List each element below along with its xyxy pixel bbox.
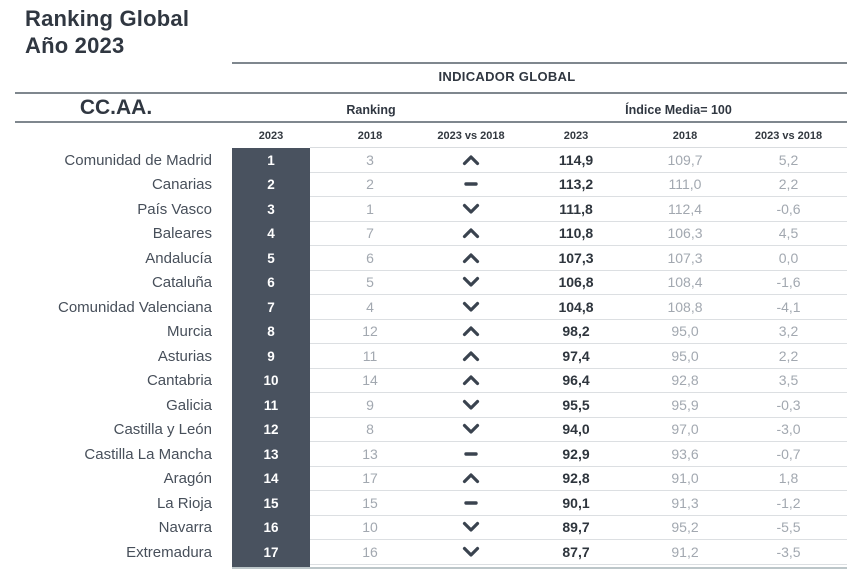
index-diff-cell: -0,7 <box>730 442 847 467</box>
table-row <box>0 442 847 467</box>
chevron-down-icon <box>461 422 481 436</box>
column-header-spacer <box>0 126 232 146</box>
table-row <box>0 369 847 394</box>
region-name: Comunidad de Madrid <box>64 151 212 169</box>
chevron-down-icon <box>461 300 481 314</box>
table-row <box>0 295 847 320</box>
column-header-rank-vs: 2023 vs 2018 <box>437 130 505 142</box>
chevron-up-icon <box>461 373 481 387</box>
index-2023-cell: 104,8 <box>512 295 640 320</box>
rank-trend-cell <box>430 516 512 541</box>
rank-2018-cell: 14 <box>310 369 430 394</box>
ranking-section-header: Ranking <box>346 103 396 117</box>
index-2023-cell: 113,2 <box>512 173 640 198</box>
column-header-rank-2018: 2018 <box>357 130 383 142</box>
rank-2023-cell: 15 <box>263 495 279 511</box>
rank-trend-cell <box>430 197 512 222</box>
rank-trend-cell <box>430 320 512 345</box>
index-2023-cell: 111,8 <box>512 197 640 222</box>
index-2023-cell: 107,3 <box>512 246 640 271</box>
index-2018-cell: 97,0 <box>640 418 730 443</box>
chevron-up-icon <box>461 324 481 338</box>
rank-2023-cell: 4 <box>267 226 275 242</box>
rank-2018-cell: 12 <box>310 320 430 345</box>
index-2023-cell: 95,5 <box>512 393 640 418</box>
rank-trend-cell <box>430 246 512 271</box>
rank-trend-cell <box>430 393 512 418</box>
index-2018-cell: 108,4 <box>640 271 730 296</box>
index-2018-cell: 109,7 <box>640 148 730 173</box>
table-row <box>0 148 847 173</box>
rank-2018-cell: 6 <box>310 246 430 271</box>
indicador-top-rule <box>232 62 847 64</box>
index-2018-cell: 106,3 <box>640 222 730 247</box>
index-2018-cell: 112,4 <box>640 197 730 222</box>
index-2018-cell: 111,0 <box>640 173 730 198</box>
table-row <box>0 222 847 247</box>
column-header-index-2023: 2023 <box>563 130 589 142</box>
index-diff-cell: -0,6 <box>730 197 847 222</box>
region-name: Galicia <box>166 396 212 414</box>
index-diff-cell: 1,8 <box>730 467 847 492</box>
index-2023-cell: 106,8 <box>512 271 640 296</box>
rank-2018-cell: 15 <box>310 491 430 516</box>
rank-trend-cell <box>430 467 512 492</box>
rank-trend-cell <box>430 491 512 516</box>
index-diff-cell: -1,2 <box>730 491 847 516</box>
index-2023-cell: 96,4 <box>512 369 640 394</box>
table-body <box>0 148 847 565</box>
rank-2023-cell: 11 <box>263 397 279 413</box>
region-name: Cataluña <box>151 274 212 292</box>
index-2018-cell: 91,2 <box>640 540 730 565</box>
index-2018-cell: 107,3 <box>640 246 730 271</box>
indice-section-header: Índice Media= 100 <box>625 103 732 117</box>
table-row <box>0 173 847 198</box>
rank-2018-cell: 9 <box>310 393 430 418</box>
index-2023-cell: 114,9 <box>512 148 640 173</box>
chevron-up-icon <box>461 153 481 167</box>
region-name: País Vasco <box>137 200 212 218</box>
table-bottom-rule <box>232 567 847 569</box>
table-row <box>0 344 847 369</box>
ccaa-header: CC.AA. <box>79 96 153 119</box>
rank-2018-cell: 5 <box>310 271 430 296</box>
page-title-line1: Ranking Global <box>25 6 190 31</box>
index-2023-cell: 97,4 <box>512 344 640 369</box>
index-2018-cell: 93,6 <box>640 442 730 467</box>
index-2023-cell: 90,1 <box>512 491 640 516</box>
rank-2023-cell: 2 <box>267 177 275 193</box>
table-row <box>0 320 847 345</box>
table-row <box>0 271 847 296</box>
index-2023-cell: 110,8 <box>512 222 640 247</box>
rank-2023-cell: 17 <box>263 545 279 560</box>
rank-2023-cell: 8 <box>267 324 275 340</box>
index-diff-cell: 0,0 <box>730 246 847 271</box>
index-diff-cell: 3,2 <box>730 320 847 345</box>
region-name: Comunidad Valenciana <box>58 298 212 316</box>
index-diff-cell: 5,2 <box>730 148 847 173</box>
index-2023-cell: 89,7 <box>512 516 640 541</box>
rank-2018-cell: 1 <box>310 197 430 222</box>
rank-2018-cell: 7 <box>310 222 430 247</box>
region-name: Castilla y León <box>113 421 212 439</box>
index-diff-cell: -1,6 <box>730 271 847 296</box>
index-diff-cell: -3,5 <box>730 540 847 565</box>
region-name: Asturias <box>157 347 212 365</box>
column-header-rank-2023: 2023 <box>258 130 284 142</box>
page-title-line2: Año 2023 <box>25 32 125 58</box>
rank-2023-cell: 7 <box>267 299 275 315</box>
table-row <box>0 393 847 418</box>
region-name: Murcia <box>166 323 212 341</box>
region-name: Castilla La Mancha <box>84 445 212 463</box>
index-2018-cell: 108,8 <box>640 295 730 320</box>
rank-2018-cell: 13 <box>310 442 430 467</box>
index-2018-cell: 95,0 <box>640 320 730 345</box>
index-2018-cell: 91,3 <box>640 491 730 516</box>
index-diff-cell: -0,3 <box>730 393 847 418</box>
index-2023-cell: 92,9 <box>512 442 640 467</box>
rank-2023-cell: 3 <box>267 201 275 217</box>
indicador-global-header: INDICADOR GLOBAL <box>438 69 576 84</box>
table-row <box>0 540 847 565</box>
dash-icon <box>461 496 481 510</box>
chevron-down-icon <box>461 520 481 534</box>
table-row <box>0 197 847 222</box>
rank-2018-cell: 3 <box>310 148 430 173</box>
index-2023-cell: 98,2 <box>512 320 640 345</box>
rank-trend-cell <box>430 173 512 198</box>
index-2023-cell: 94,0 <box>512 418 640 443</box>
rank-trend-cell <box>430 442 512 467</box>
rank-2023-cell: 6 <box>267 275 275 291</box>
rank-2018-cell: 2 <box>310 173 430 198</box>
index-diff-cell: 2,2 <box>730 344 847 369</box>
rank-trend-cell <box>430 222 512 247</box>
region-name: Baleares <box>152 225 212 243</box>
dash-icon <box>461 177 481 191</box>
index-2018-cell: 95,2 <box>640 516 730 541</box>
index-diff-cell: 3,5 <box>730 369 847 394</box>
index-diff-cell: -4,1 <box>730 295 847 320</box>
rank-2018-cell: 8 <box>310 418 430 443</box>
rank-2018-cell: 10 <box>310 516 430 541</box>
rank-2023-cell: 1 <box>267 152 275 168</box>
header-low-rule <box>15 121 847 123</box>
rank-2023-cell: 16 <box>263 520 279 536</box>
table-row <box>0 516 847 541</box>
rank-trend-cell <box>430 418 512 443</box>
table-row <box>0 467 847 492</box>
rank-2023-cell: 13 <box>263 446 279 462</box>
chevron-down-icon <box>461 398 481 412</box>
region-name: Navarra <box>158 519 212 537</box>
table-row <box>0 491 847 516</box>
index-2018-cell: 91,0 <box>640 467 730 492</box>
rank-2018-cell: 17 <box>310 467 430 492</box>
index-diff-cell: 4,5 <box>730 222 847 247</box>
region-name: Aragón <box>163 470 212 488</box>
header-mid-rule <box>15 92 847 94</box>
rank-trend-cell <box>430 344 512 369</box>
table-row <box>0 418 847 443</box>
rank-2023-cell: 9 <box>267 348 275 364</box>
column-header-index-vs: 2023 vs 2018 <box>754 130 823 142</box>
chevron-up-icon <box>461 251 481 265</box>
rank-trend-cell <box>430 148 512 173</box>
rank-2023-cell: 10 <box>263 373 279 389</box>
region-name: Cantabria <box>146 372 212 390</box>
rank-2018-cell: 16 <box>310 540 430 565</box>
region-name: Andalucía <box>145 249 212 267</box>
rank-trend-cell <box>430 295 512 320</box>
chevron-up-icon <box>461 471 481 485</box>
chevron-down-icon <box>461 545 481 559</box>
rank-trend-cell <box>430 540 512 565</box>
chevron-up-icon <box>461 349 481 363</box>
index-2023-cell: 92,8 <box>512 467 640 492</box>
chevron-down-icon <box>461 275 481 289</box>
index-diff-cell: 2,2 <box>730 173 847 198</box>
column-header-row <box>0 126 847 146</box>
rank-trend-cell <box>430 271 512 296</box>
rank-2023-cell: 5 <box>267 250 275 266</box>
index-2023-cell: 87,7 <box>512 540 640 565</box>
rank-trend-cell <box>430 369 512 394</box>
page-title <box>25 6 189 60</box>
dash-icon <box>461 447 481 461</box>
index-2018-cell: 95,0 <box>640 344 730 369</box>
chevron-down-icon <box>461 202 481 216</box>
chevron-up-icon <box>461 226 481 240</box>
rank-2018-cell: 11 <box>310 344 430 369</box>
table-row <box>0 246 847 271</box>
rank-2023-cell: 12 <box>263 422 279 438</box>
index-2018-cell: 95,9 <box>640 393 730 418</box>
index-2018-cell: 92,8 <box>640 369 730 394</box>
index-diff-cell: -5,5 <box>730 516 847 541</box>
rank-2023-cell: 14 <box>263 471 279 487</box>
rank-2018-cell: 4 <box>310 295 430 320</box>
index-diff-cell: -3,0 <box>730 418 847 443</box>
region-name: Extremadura <box>126 544 212 561</box>
region-name: Canarias <box>151 176 212 194</box>
region-name: La Rioja <box>156 494 212 512</box>
column-header-index-2018: 2018 <box>672 130 698 142</box>
